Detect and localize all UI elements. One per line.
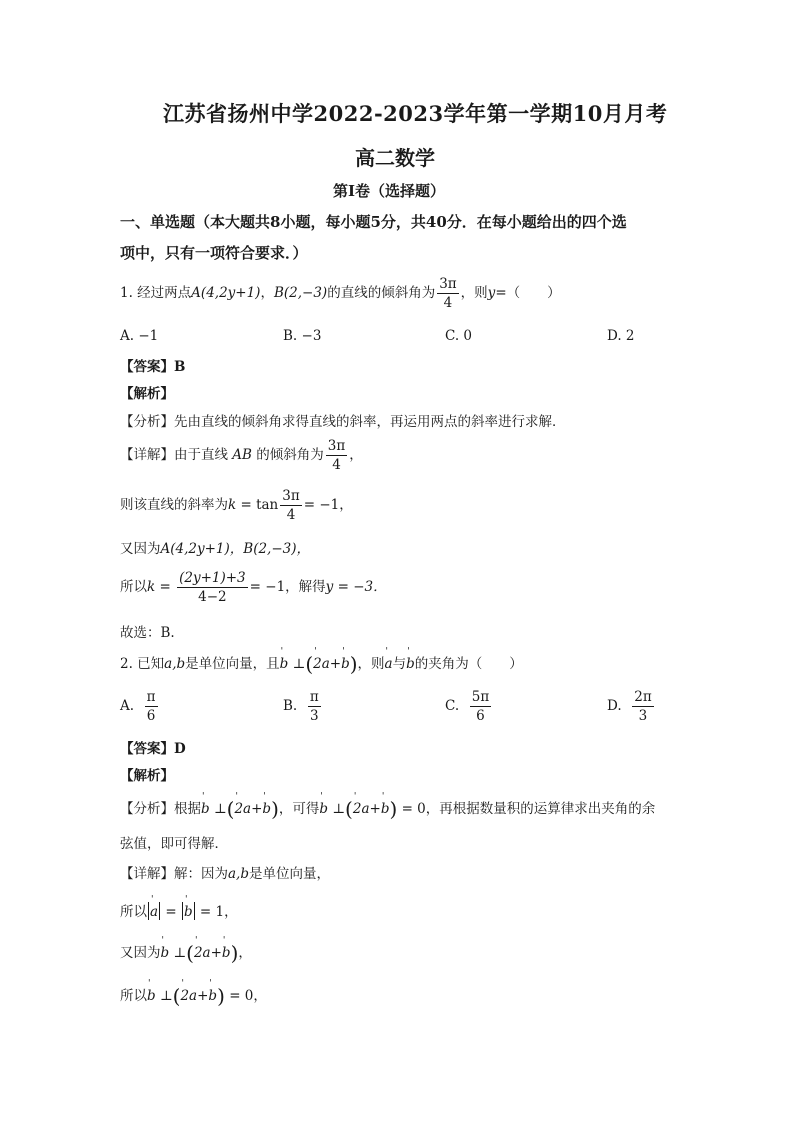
q2-again-line: 又因为' b ⊥(' 2a+' b)， bbox=[120, 941, 252, 965]
q2-option-b-num: π bbox=[309, 689, 319, 705]
q1-tail: ，则 bbox=[460, 285, 488, 301]
q2-fenxi-b1: ' b bbox=[201, 801, 210, 817]
q1-option-d: D. 2 bbox=[607, 328, 635, 344]
q1-detail-text2: 的倾斜角为 bbox=[256, 447, 324, 463]
q1-detail-ab: AB bbox=[232, 447, 252, 463]
q1-sep: ， bbox=[260, 285, 274, 301]
q2-option-d-fraction bbox=[632, 689, 653, 724]
q2-so2-line: 所以' b ⊥(' 2a+' b) = 0， bbox=[120, 984, 267, 1008]
q1-slope-den: 4 bbox=[286, 507, 296, 523]
q2-answer: 【答案】D bbox=[120, 741, 186, 757]
q1-yvar: y bbox=[487, 285, 496, 301]
q2-fenxi-eq: = 0 bbox=[401, 801, 426, 817]
q2-so1-eq: = 1， bbox=[199, 904, 238, 920]
q1-detail-tag: 【详解】 bbox=[120, 447, 174, 463]
q2-fenxi-b2: ' b bbox=[262, 801, 271, 817]
q2-option-a-label: A. bbox=[120, 698, 135, 714]
q1-point-a: A(4,2y+1) bbox=[191, 285, 261, 301]
q2-fenxi-a: 根据 bbox=[174, 801, 201, 817]
q2-var-b: ' b bbox=[406, 656, 415, 672]
q2-fenxi-b: ，可得 bbox=[278, 801, 320, 817]
q1-slope-result: = −1， bbox=[303, 497, 353, 513]
q2-option-b bbox=[283, 689, 323, 724]
q1-analysis-label: 【解析】 bbox=[120, 386, 174, 402]
q2-option-d-den: 3 bbox=[638, 708, 648, 724]
q1-angle-num: 3π bbox=[439, 276, 457, 292]
q2-plus: + bbox=[329, 656, 342, 672]
q2-var-a: ' a bbox=[385, 656, 393, 672]
q1-detail-den: 4 bbox=[332, 457, 341, 473]
q2-cond-b: ' b bbox=[280, 656, 289, 672]
q1-solve-line: 所以k = $\frac{(2y+1)+3}{4-2}$ = −1，解得y = −3． bbox=[120, 570, 387, 605]
q2-end: 的夹角为（ ） bbox=[414, 656, 523, 672]
q2-stem: 2. 已知a,b是单位向量，且' b ⊥(' 2a+' b)，则' a与' b的夹角为（ ） bbox=[120, 652, 523, 676]
q1-choose: 故选：B. bbox=[120, 625, 175, 641]
q2-option-c-label: C. bbox=[445, 698, 460, 714]
q2-fenxi-tag: 【分析】 bbox=[120, 801, 174, 817]
q1-slope-num: 3π bbox=[282, 488, 300, 504]
q1-detail-text: 由于直线 bbox=[174, 447, 228, 463]
q1-detail-fraction bbox=[326, 438, 347, 473]
q2-fenxi-c: ，再根据数量积的运算律求出夹角的余 bbox=[425, 801, 656, 817]
q2-so2-text: 所以 bbox=[120, 988, 147, 1004]
q2-mid: 是单位向量，且 bbox=[185, 656, 280, 672]
q2-so2-2a: ' 2a bbox=[180, 988, 197, 1004]
q1-again-points: A(4,2y+1)，B(2,−3)， bbox=[160, 541, 311, 557]
q1-so-den: 4−2 bbox=[198, 589, 227, 605]
q2-fenxi-b4: ' b bbox=[381, 801, 390, 817]
q1-detail bbox=[120, 438, 363, 473]
q2-fenxi-line1: 【分析】根据' b ⊥(' 2a+' b)，可得' b ⊥(' 2a+' b) = 0，再根据数量积的运算律求出夹角的余 bbox=[120, 797, 655, 821]
q2-option-a-fraction bbox=[145, 689, 158, 724]
q2-cond-b2: ' b bbox=[341, 656, 350, 672]
q1-so-final: y = −3． bbox=[325, 579, 387, 595]
q1-so-num: (2y+1)+3 bbox=[179, 570, 246, 586]
q1-detail-num: 3π bbox=[327, 438, 346, 454]
q2-option-b-den: 3 bbox=[309, 708, 319, 724]
q2-option-c-num: 5π bbox=[471, 689, 490, 705]
q2-detail-line bbox=[120, 862, 330, 882]
volume-heading: 第Ⅰ卷（选择题） bbox=[333, 182, 446, 200]
q2-option-a bbox=[120, 689, 160, 724]
q1-slope-text: 则该直线的斜率为 bbox=[120, 497, 228, 513]
q1-slope-eq: = tan bbox=[240, 497, 279, 513]
q2-option-b-fraction bbox=[308, 689, 321, 724]
q2-option-b-label: B. bbox=[283, 698, 298, 714]
q1-fenxi: 【分析】先由直线的倾斜角求得直线的斜率，再运用两点的斜率进行求解． bbox=[120, 414, 566, 430]
q1-angle-fraction bbox=[437, 276, 458, 311]
q2-tail: ，则 bbox=[357, 656, 385, 672]
q1-eq: =（ ） bbox=[495, 285, 561, 301]
q2-fenxi-2a2: ' 2a bbox=[353, 801, 370, 817]
q1-again-line bbox=[120, 537, 310, 557]
q2-fenxi-line2: 弦值，即可得解． bbox=[120, 836, 228, 852]
q1-again-text: 又因为 bbox=[120, 541, 161, 557]
q1-slope-k: k bbox=[228, 497, 237, 513]
q2-option-a-num: π bbox=[146, 689, 156, 705]
q2-fenxi-b3: ' b bbox=[319, 801, 328, 817]
q1-so-k: k bbox=[147, 579, 156, 595]
q1-option-b: B. −3 bbox=[283, 328, 322, 344]
q2-again-2a: ' 2a bbox=[194, 945, 211, 961]
q2-so1-line: 所以' a = ' b = 1， bbox=[120, 900, 238, 920]
section-instructions-line2: 项中，只有一项符合要求．） bbox=[120, 244, 308, 262]
q1-so-text: 所以 bbox=[120, 579, 147, 595]
q2-again-text: 又因为 bbox=[120, 945, 161, 961]
q1-option-a: A. −1 bbox=[120, 328, 159, 344]
q2-again-end: ， bbox=[238, 945, 252, 961]
q1-point-b: B(2,−3) bbox=[273, 285, 328, 301]
q2-option-a-den: 6 bbox=[146, 708, 156, 724]
section-instructions-line1: 一、单选题（本大题共8小题，每小题5分，共40分．在每小题给出的四个选 bbox=[120, 213, 627, 231]
q2-so2-end: = 0， bbox=[229, 988, 267, 1004]
q1-so-fraction bbox=[177, 570, 248, 605]
q2-option-d-num: 2π bbox=[634, 689, 652, 705]
q1-prefix: 1. 经过两点 bbox=[120, 285, 192, 301]
q2-option-d-label: D. bbox=[607, 698, 622, 714]
q1-mid: 的直线的倾斜角为 bbox=[327, 285, 436, 301]
q1-angle-den: 4 bbox=[443, 295, 453, 311]
document-title: 江苏省扬州中学2022-2023学年第一学期10月月考 bbox=[163, 101, 668, 126]
q2-again-b2: ' b bbox=[222, 945, 231, 961]
q2-with: 与 bbox=[392, 656, 407, 672]
q2-cond-2a: ' 2a bbox=[313, 656, 330, 672]
q1-slope-line bbox=[120, 488, 353, 523]
q2-option-c bbox=[445, 689, 493, 724]
q1-answer: 【答案】B bbox=[120, 359, 186, 375]
q2-analysis-label: 【解析】 bbox=[120, 768, 174, 784]
q2-so1-text: 所以 bbox=[120, 904, 147, 920]
q1-option-c: C. 0 bbox=[445, 328, 473, 344]
q2-so2-b2: ' b bbox=[208, 988, 217, 1004]
q2-again-b: ' b bbox=[161, 945, 170, 961]
q2-prefix: 2. 已知 bbox=[120, 656, 165, 672]
q1-detail-end: ， bbox=[349, 447, 363, 463]
q2-fenxi-2a1: ' 2a bbox=[234, 801, 251, 817]
q1-stem bbox=[120, 276, 561, 311]
q2-so1-a: ' a bbox=[150, 904, 158, 920]
q2-option-c-fraction bbox=[470, 689, 491, 724]
q2-so1-b: ' b bbox=[184, 904, 193, 920]
q1-slope-fraction bbox=[280, 488, 301, 523]
q2-detail-text2: 是单位向量， bbox=[248, 866, 330, 882]
document-subtitle: 高二数学 bbox=[355, 146, 435, 170]
q2-detail-vars: a,b bbox=[228, 866, 249, 882]
q2-option-c-den: 6 bbox=[476, 708, 485, 724]
q2-detail-tag: 【详解】 bbox=[120, 866, 174, 882]
q2-perp: ⊥ bbox=[292, 656, 306, 672]
q1-so-result: = −1，解得 bbox=[249, 579, 326, 595]
q2-vars: a,b bbox=[164, 656, 186, 672]
q2-option-d bbox=[607, 689, 656, 724]
q2-detail-text: 解：因为 bbox=[174, 866, 228, 882]
q2-so2-b: ' b bbox=[147, 988, 156, 1004]
